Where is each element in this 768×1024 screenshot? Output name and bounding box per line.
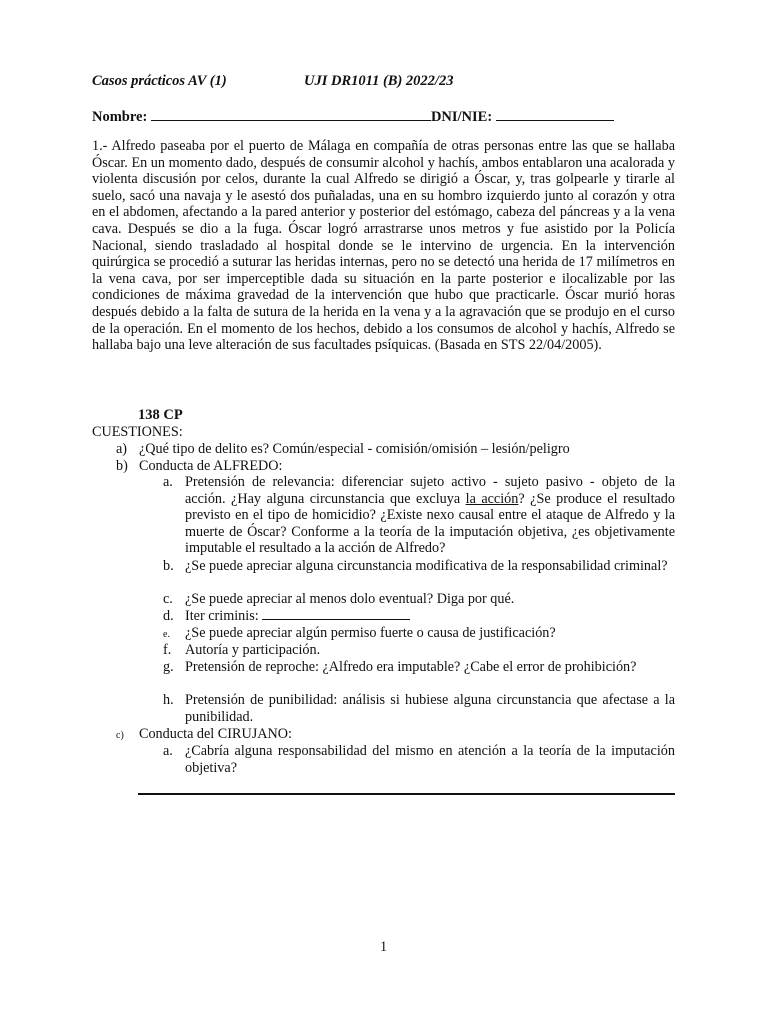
document-title: Casos prácticos AV (1) <box>92 73 227 89</box>
item-text: Autoría y participación. <box>185 642 321 658</box>
item-marker: f. <box>163 642 172 658</box>
item-text: Pretensión de reproche: ¿Alfredo era imputable? ¿Cabe el error de prohibición? <box>185 659 637 675</box>
question-b-marker: b) <box>116 458 128 474</box>
item-marker: a. <box>163 474 173 490</box>
item-marker: b. <box>163 558 174 574</box>
item-text-wrap <box>185 608 675 625</box>
item-text: Pretensión de punibilidad: análisis si hubiese alguna circunstancia que afectase a la punibilidad. <box>185 692 675 725</box>
item-marker: g. <box>163 659 174 675</box>
questions-heading: CUESTIONES: <box>92 424 183 440</box>
item-marker: d. <box>163 608 174 624</box>
underlined-term: la acción <box>465 490 519 507</box>
dni-blank <box>496 120 614 121</box>
question-b-text: Conducta de ALFREDO: <box>139 458 283 474</box>
case-text: 1.- Alfredo paseaba por el puerto de Málaga en compañía de otras personas entre las que se hallaba Óscar. En un momento dado, después de consumir alcohol y hachís, ambos entablaron una acalorada y violenta discusión por celos, durante la cual Alfredo se dirigió a Óscar, y, tras golpearle y tirarle al suelo, sacó una navaja y le asestó dos puñaladas, una en su hombro izquierdo junto al corazón y otra en el abdomen, afectando a la pared anterior y posterior del estómago, cabeza del páncreas y a la vena cava. Después se dio a la fuga. Óscar logró arrastrarse unos metros y fue asistido por la Policía Nacional, siendo trasladado al hospital donde se le intervino de urgencia. En la intervención quirúrgica se procedió a suturar las heridas internas, pero no se detectó una herida de 17 milímetros en la vena cava, por ser imperceptible dada su situación en la parte posterior e ilocalizable por las condiciones de máxima gravedad de la intervención que hubo que practicarle. Óscar murió horas después debido a la falta de sutura de la herida en la vena y a la agravación que se produjo en el curso de la operación. En el momento de los hechos, debido a los consumos de alcohol y hachís, Alfredo se hallaba bajo una leve alteración de sus facultades psíquicas. (Basada en STS 22/04/2005). <box>92 138 675 354</box>
item-text: Iter criminis: <box>185 608 259 624</box>
item-text: ¿Se puede apreciar alguna circunstancia modificativa de la responsabilidad criminal? <box>185 558 668 574</box>
item-text: ¿Se puede apreciar algún permiso fuerte o causa de justificación? <box>185 625 556 641</box>
name-blank <box>151 120 431 121</box>
item-text-part: ? ¿Se produce el resultado previsto en el tipo de homicidio? ¿Existe nexo causal entre el ataque de Alfredo y la muerte de Óscar? Conforme a la teoría de la imputación objetiva, ¿es objetivamente imputable el resultado a la acción de Alfredo? <box>185 490 675 557</box>
item-text: ¿Cabría alguna responsabilidad del mismo en atención a la teoría de la imputación objetiva? <box>185 743 675 776</box>
name-label: Nombre: <box>92 109 148 125</box>
item-marker: e. <box>163 629 170 640</box>
question-c-marker: c) <box>116 730 124 741</box>
question-a-text: ¿Qué tipo de delito es? Común/especial - comisión/omisión – lesión/peligro <box>139 441 570 457</box>
item-marker: a. <box>163 743 173 759</box>
item-text <box>185 474 675 557</box>
item-text: ¿Se puede apreciar al menos dolo eventual? Diga por qué. <box>185 591 515 607</box>
question-a-marker: a) <box>116 441 128 457</box>
document-header <box>92 73 454 90</box>
item-marker: c. <box>163 591 173 607</box>
dni-label: DNI/NIE: <box>430 109 493 125</box>
item-marker: h. <box>163 692 174 708</box>
page-number: 1 <box>380 939 388 955</box>
article-reference: 138 CP <box>138 407 183 423</box>
course-code: UJI DR1011 (B) 2022/23 <box>304 73 454 89</box>
item-text-part: Pretensión de relevancia: diferenciar sujeto activo - sujeto pasivo - objeto de la acción. ¿Hay alguna circunstancia que excluya <box>185 474 675 507</box>
separator-rule <box>138 793 675 795</box>
question-c-text: Conducta del CIRUJANO: <box>139 726 292 742</box>
student-info-line <box>92 109 692 126</box>
iter-criminis-blank <box>262 619 410 620</box>
